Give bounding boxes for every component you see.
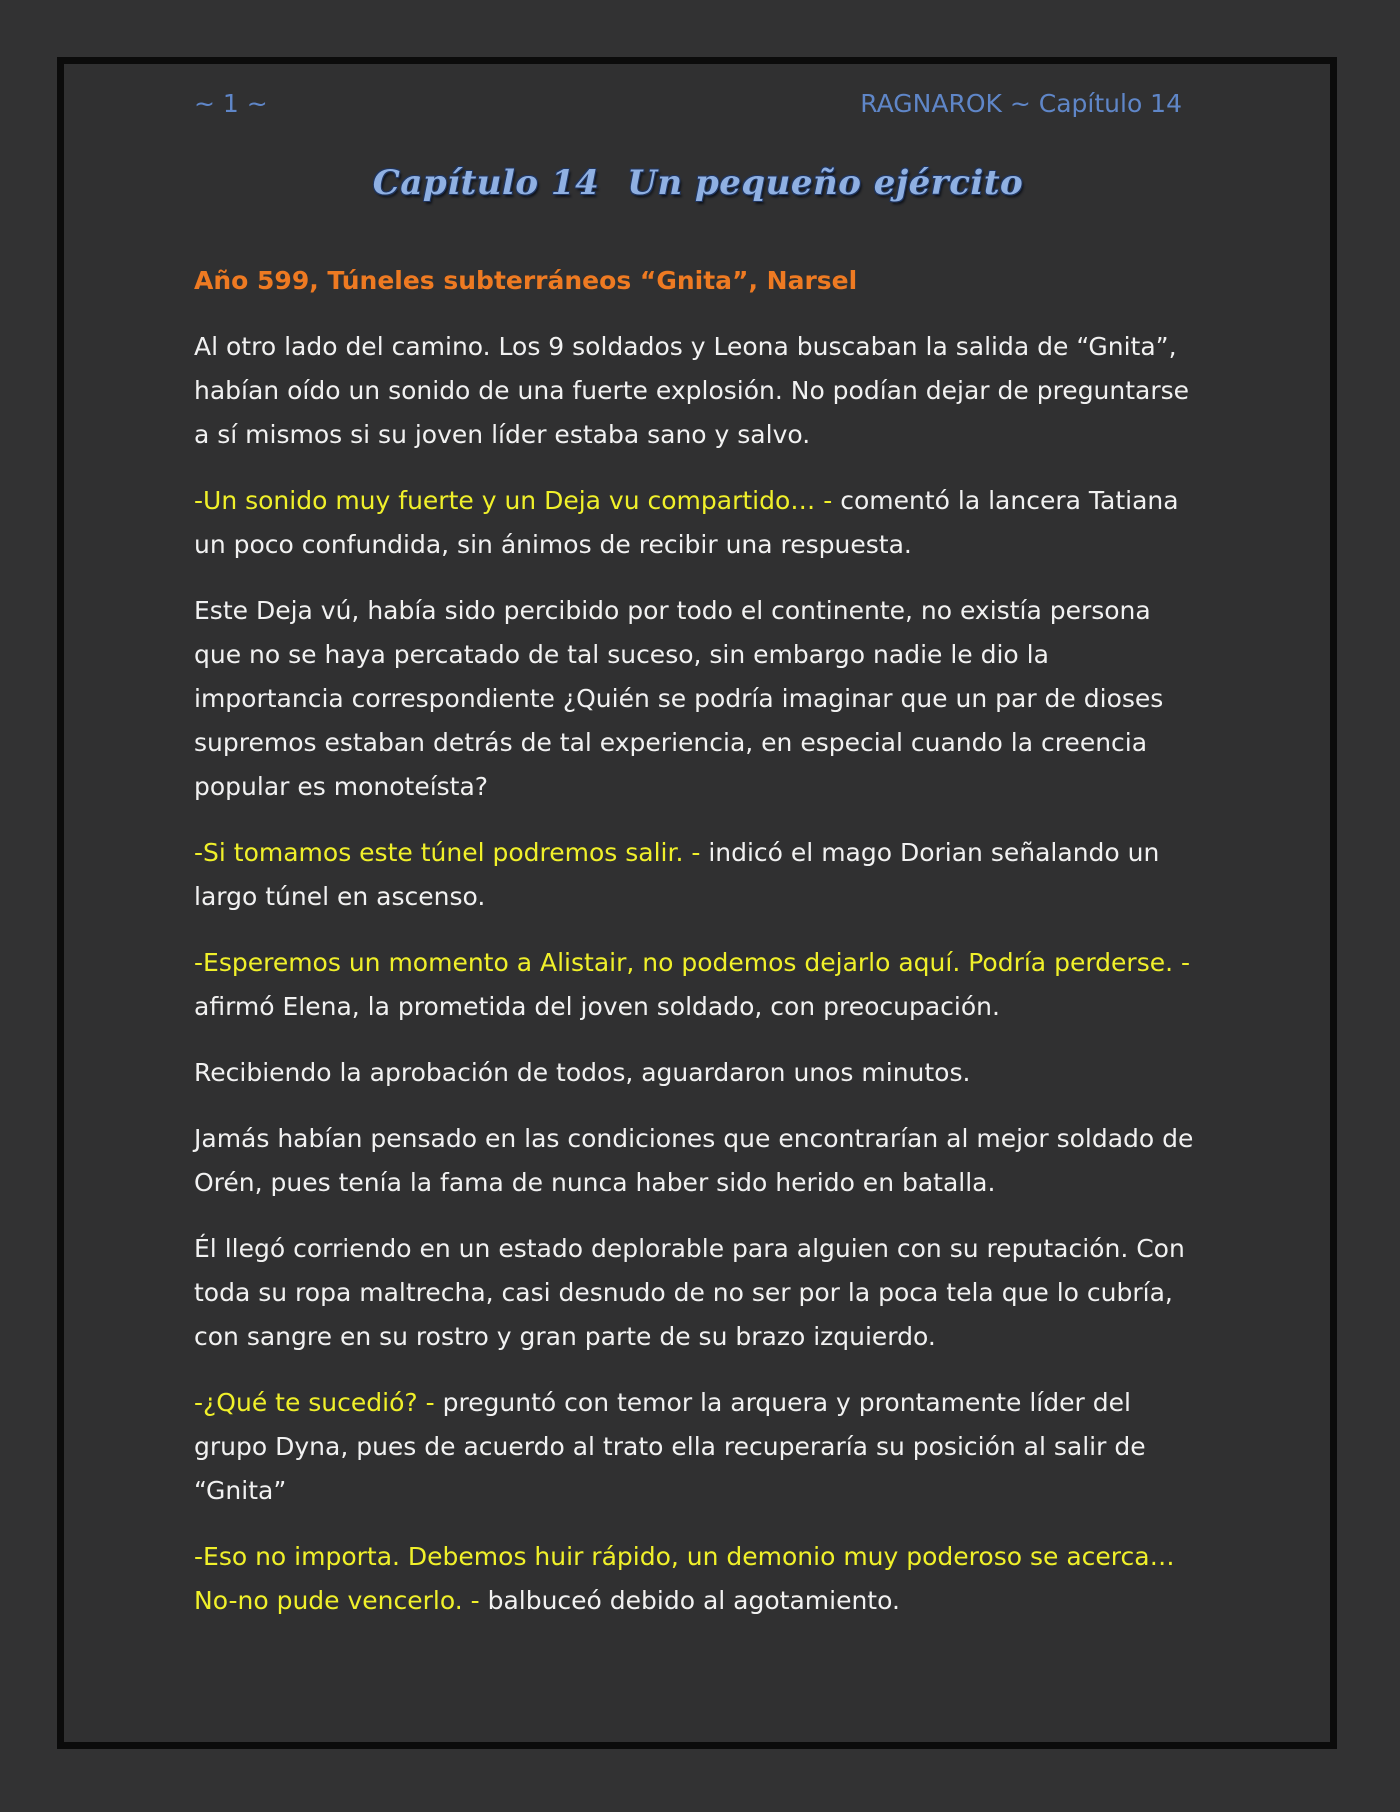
dialogue-paragraph (194, 831, 1204, 919)
paragraph: Él llegó corriendo en un estado deplorable para alguien con su reputación. Con toda su ropa maltrecha, casi desnudo de no ser por la poca tela que lo cubría, con sangre en su rostro y gran parte de su brazo izquierdo. (194, 1234, 1185, 1351)
dialogue-paragraph (194, 479, 1204, 567)
dialogue-line: -Eso no importa. Debemos huir rápido, un demonio muy poderoso se acerca… No-no pude vencerlo. - (194, 1542, 1175, 1615)
narration: afirmó Elena, la prometida del joven soldado, con preocupación. (194, 992, 1000, 1021)
chapter-body (194, 259, 1204, 1645)
paragraph: Recibiendo la aprobación de todos, aguardaron unos minutos. (194, 1058, 971, 1087)
chapter-name: Un pequeño ejército (627, 163, 1024, 203)
dialogue-paragraph (194, 1381, 1204, 1513)
dialogue-line: -¿Qué te sucedió? - (194, 1388, 435, 1417)
chapter-title (194, 156, 1202, 210)
narration: balbuceó debido al agotamiento. (479, 1586, 900, 1615)
narration: indicó el mago Dorian señalando un largo túnel en ascenso. (194, 838, 1160, 911)
narration: preguntó con temor la arquera y prontamente líder del grupo Dyna, pues de acuerdo al trato ella recuperaría su posición al salir de “Gnita” (194, 1388, 1146, 1505)
dialogue-paragraph (194, 941, 1204, 1029)
paragraph: Jamás habían pensado en las condiciones que encontrarían al mejor soldado de Orén, pues tenía la fama de nunca haber sido herido en batalla. (194, 1124, 1194, 1197)
page-number: ~ 1 ~ (194, 89, 268, 118)
dialogue-line: -Un sonido muy fuerte y un Deja vu compartido… - (194, 486, 833, 515)
paragraph: Este Deja vú, había sido percibido por todo el continente, no existía persona que no se haya percatado de tal suceso, sin embargo nadie le dio la importancia correspondiente ¿Quién se podría imaginar que un par de dioses supremos estaban detrás de tal experiencia, en especial cuando la creencia popular es monoteísta? (194, 596, 1164, 801)
paragraph: Al otro lado del camino. Los 9 soldados y Leona buscaban la salida de “Gnita”, habían oído un sonido de una fuerte explosión. No podían dejar de preguntarse a sí mismos si su joven líder estaba sano y salvo. (194, 332, 1190, 449)
dialogue-line: -Esperemos un momento a Alistair, no podemos dejarlo aquí. Podría perderse. - (194, 948, 1191, 977)
chapter-number: Capítulo 14 (372, 163, 600, 203)
dialogue-line: -Si tomamos este túnel podremos salir. - (194, 838, 701, 867)
dialogue-paragraph (194, 1535, 1204, 1623)
location-heading: Año 599, Túneles subterráneos “Gnita”, Narsel (194, 266, 858, 295)
running-head: RAGNAROK ~ Capítulo 14 (860, 89, 1182, 118)
narration: comentó la lancera Tatiana un poco confundida, sin ánimos de recibir una respuesta. (194, 486, 1179, 559)
page-header (194, 84, 1182, 124)
